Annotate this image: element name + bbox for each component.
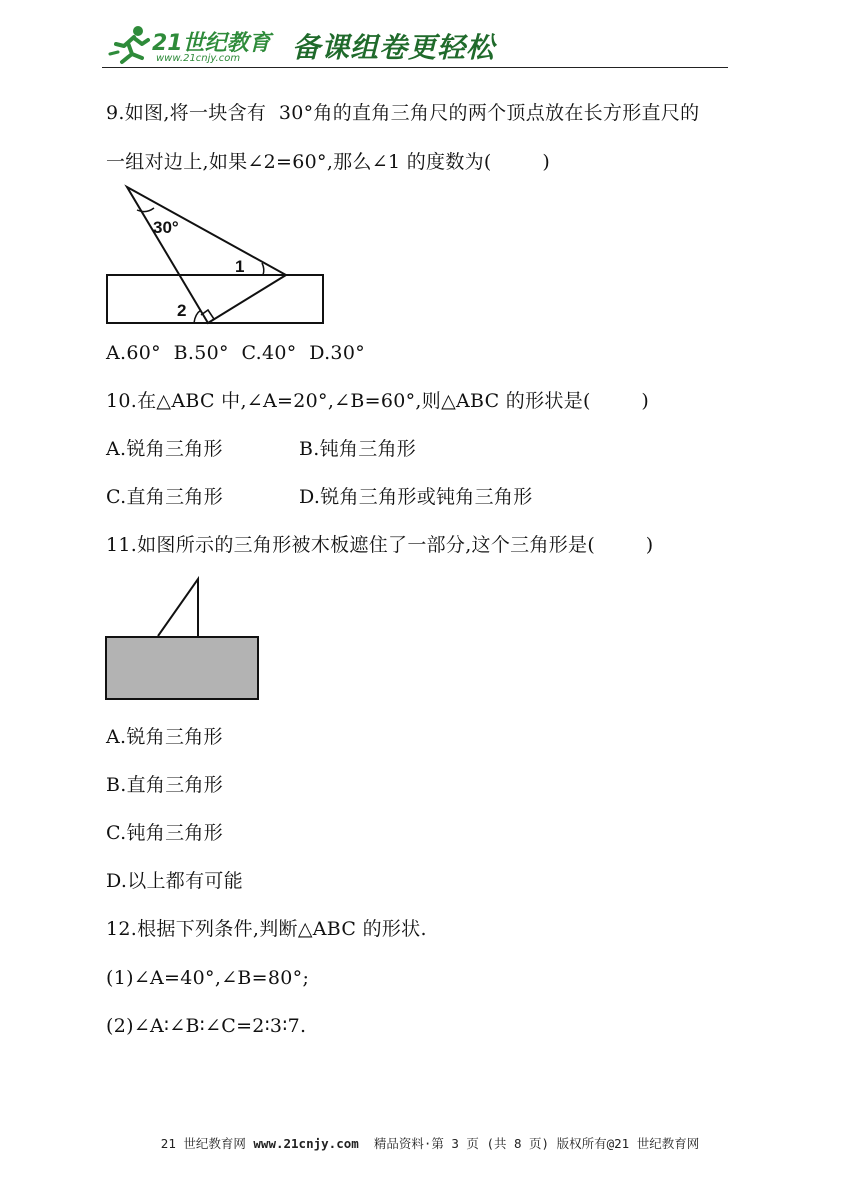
footer-right: 精品资料·第 3 页 (共 8 页) 版权所有@21 世纪教育网 bbox=[358, 1136, 700, 1151]
brand-url: www.21cnjy.com bbox=[156, 53, 241, 64]
q11-option-a: A.锐角三角形 bbox=[106, 726, 223, 748]
q10-option-d: D.锐角三角形或钝角三角形 bbox=[299, 486, 533, 508]
q9-stem-line2: 一组对边上,如果∠2=60°,那么∠1 的度数为( ) bbox=[106, 151, 551, 173]
q11-figure bbox=[100, 573, 265, 705]
q9-figure bbox=[100, 180, 330, 330]
arc-1 bbox=[262, 263, 264, 275]
q12-part1: (1)∠A=40°,∠B=80°; bbox=[106, 967, 310, 989]
partial-triangle bbox=[158, 579, 198, 636]
q9-stem-line1: 9.如图,将一块含有 30°角的直角三角尺的两个顶点放在长方形直尺的 bbox=[106, 102, 700, 124]
ruler-rectangle bbox=[107, 275, 323, 323]
q10-option-b: B.钝角三角形 bbox=[299, 438, 417, 460]
page-footer bbox=[0, 1134, 860, 1152]
angle-1-label: 1 bbox=[235, 257, 245, 276]
wooden-board bbox=[106, 637, 258, 699]
q11-option-c: C.钝角三角形 bbox=[106, 822, 224, 844]
footer-left: 21 世纪教育网 bbox=[160, 1136, 254, 1151]
angle-30-label: 30° bbox=[153, 218, 179, 237]
brand-name: 21世纪教育 bbox=[152, 31, 271, 56]
q11-stem: 11.如图所示的三角形被木板遮住了一部分,这个三角形是( ) bbox=[106, 534, 654, 556]
slogan: 备课组卷更轻松 bbox=[292, 31, 496, 64]
q10-option-c: C.直角三角形 bbox=[106, 486, 224, 508]
q12-stem: 12.根据下列条件,判断△ABC 的形状. bbox=[106, 918, 427, 940]
arc-2 bbox=[194, 310, 201, 323]
q12-part2: (2)∠A∶∠B∶∠C=2∶3∶7. bbox=[106, 1015, 307, 1037]
header-rule bbox=[102, 67, 728, 68]
q9-options: A.60° B.50° C.40° D.30° bbox=[106, 342, 366, 364]
q11-option-d: D.以上都有可能 bbox=[106, 870, 243, 892]
q10-option-a: A.锐角三角形 bbox=[106, 438, 223, 460]
footer-url[interactable]: www.21cnjy.com bbox=[253, 1136, 359, 1151]
triangle-ruler bbox=[127, 187, 286, 323]
runner-logo-icon bbox=[108, 24, 152, 66]
q11-option-b: B.直角三角形 bbox=[106, 774, 224, 796]
angle-2-label: 2 bbox=[177, 301, 187, 320]
page-header bbox=[100, 22, 730, 72]
q10-stem: 10.在△ABC 中,∠A=20°,∠B=60°,则△ABC 的形状是( ) bbox=[106, 390, 650, 412]
